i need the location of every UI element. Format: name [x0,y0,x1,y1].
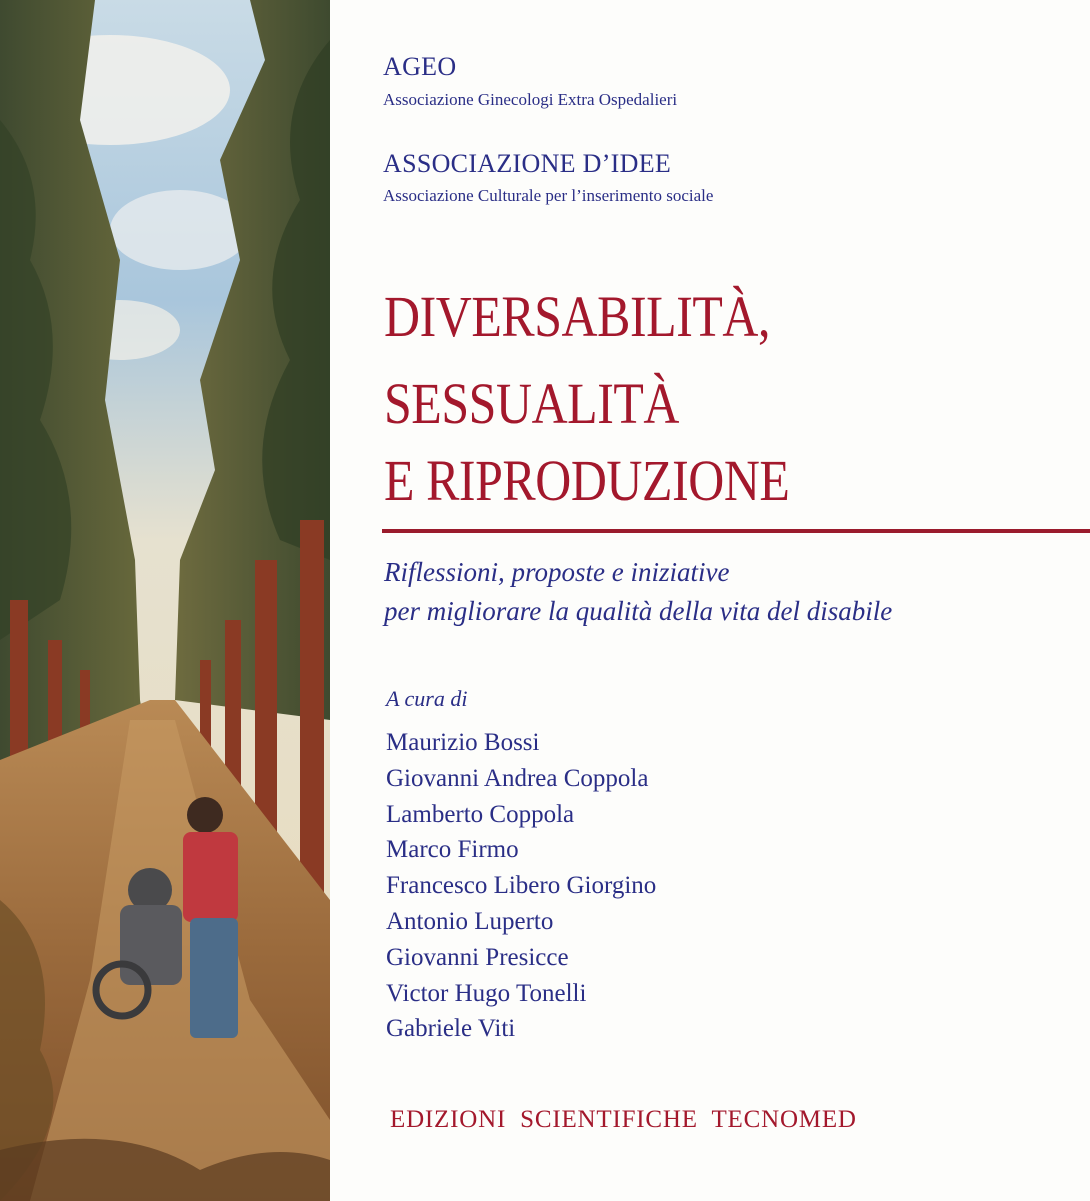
title-divider [382,529,1090,533]
woman-figure [183,797,238,1038]
subtitle-line-2: per migliorare la qualità della vita del disabile [384,596,893,626]
org-ageo-name: AGEO [383,52,457,81]
curator-name: Giovanni Presicce [386,943,569,971]
curator-name: Maurizio Bossi [386,729,540,756]
cover-painting [0,0,330,1201]
org-ageo-description: Associazione Ginecologi Extra Ospedalieri [383,90,678,109]
curators-list [386,727,656,1049]
curator-name: Francesco Libero Giorgino [386,872,657,900]
curator-name: Lamberto Coppola [386,800,575,828]
publisher-name: EDIZIONI SCIENTIFICHE TECNOMED [390,1106,857,1133]
org-associazione-name: ASSOCIAZIONE D’IDEE [383,149,672,178]
curator-name: Victor Hugo Tonelli [386,979,587,1007]
book-title-line-1: DIVERSABILITÀ, [384,284,771,349]
curators-heading: A cura di [386,686,468,711]
book-title-line-3: E RIPRODUZIONE [384,448,790,513]
curator-name: Giovanni Andrea Coppola [386,764,649,792]
curator-name: Gabriele Viti [386,1015,516,1043]
subtitle-line-1: Riflessioni, proposte e iniziative [384,557,730,587]
book-title-line-2: SESSUALITÀ [384,371,680,436]
curator-name: Marco Firmo [386,836,519,864]
org-associazione-description: Associazione Culturale per l’inserimento sociale [383,186,714,205]
curator-name: Antonio Luperto [386,907,554,935]
